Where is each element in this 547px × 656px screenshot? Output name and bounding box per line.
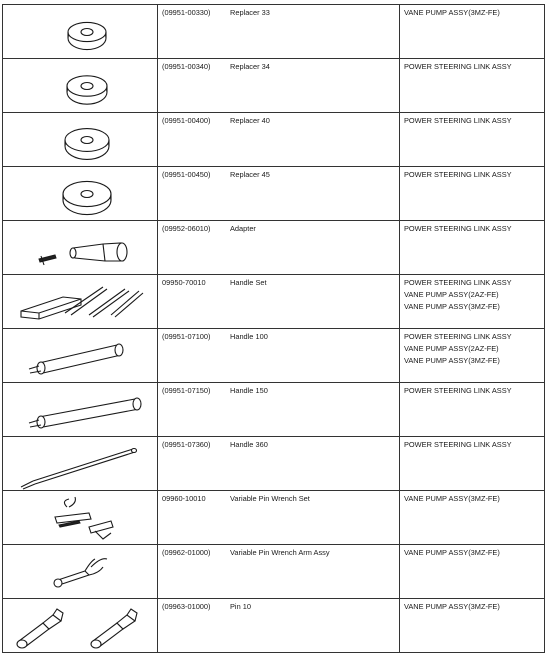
table-row: [3, 113, 545, 167]
part-number: (09962-01000): [162, 548, 211, 557]
handle-icon: [3, 383, 158, 436]
tool-info-cell: [158, 113, 400, 167]
tool-illustration-cell: [3, 275, 158, 329]
tool-name: Handle 150: [230, 386, 268, 395]
usage-cell: [400, 221, 545, 275]
tool-illustration-cell: [3, 329, 158, 383]
tool-illustration-cell: [3, 545, 158, 599]
tool-illustration-cell: [3, 383, 158, 437]
usage-item: POWER STEERING LINK ASSY: [404, 170, 512, 179]
table-row: [3, 167, 545, 221]
tool-name: Pin 10: [230, 602, 251, 611]
tool-name: Replacer 34: [230, 62, 270, 71]
pin-wrench-arm-icon: [3, 545, 158, 598]
tool-info-cell: [158, 599, 400, 653]
part-number: (09951-07150): [162, 386, 211, 395]
part-number: (09951-07360): [162, 440, 211, 449]
tool-info-cell: [158, 167, 400, 221]
tool-info-cell: [158, 491, 400, 545]
part-number: (09951-00340): [162, 62, 211, 71]
usage-cell: [400, 167, 545, 221]
table-row: [3, 383, 545, 437]
tool-name: Adapter: [230, 224, 256, 233]
part-number: (09963-01000): [162, 602, 211, 611]
tool-info-cell: [158, 275, 400, 329]
part-number: 09950-70010: [162, 278, 206, 287]
usage-item: VANE PUMP ASSY(3MZ-FE): [404, 8, 500, 17]
usage-item: VANE PUMP ASSY(2AZ-FE): [404, 344, 499, 353]
usage-item: POWER STEERING LINK ASSY: [404, 62, 512, 71]
part-number: 09960-10010: [162, 494, 206, 503]
long-handle-icon: [3, 437, 158, 490]
tool-name: Variable Pin Wrench Arm Assy: [230, 548, 330, 557]
table-row: [3, 491, 545, 545]
adapter-icon: [3, 221, 158, 274]
pin-icon: [3, 599, 158, 652]
usage-item: VANE PUMP ASSY(2AZ-FE): [404, 290, 499, 299]
tool-name: Replacer 40: [230, 116, 270, 125]
table-row: [3, 329, 545, 383]
tool-illustration-cell: [3, 5, 158, 59]
tool-info-cell: [158, 5, 400, 59]
usage-item: VANE PUMP ASSY(3MZ-FE): [404, 548, 500, 557]
table-row: [3, 437, 545, 491]
tool-name: Handle 100: [230, 332, 268, 341]
usage-cell: [400, 5, 545, 59]
tool-illustration-cell: [3, 437, 158, 491]
part-number: (09951-07100): [162, 332, 211, 341]
usage-cell: [400, 491, 545, 545]
part-number: (09951-00450): [162, 170, 211, 179]
usage-item: POWER STEERING LINK ASSY: [404, 116, 512, 125]
tool-illustration-cell: [3, 167, 158, 221]
usage-item: VANE PUMP ASSY(3MZ-FE): [404, 302, 500, 311]
usage-item: POWER STEERING LINK ASSY: [404, 278, 512, 287]
tool-name: Replacer 45: [230, 170, 270, 179]
usage-cell: [400, 275, 545, 329]
tool-illustration-cell: [3, 113, 158, 167]
usage-item: POWER STEERING LINK ASSY: [404, 440, 512, 449]
table-row: [3, 545, 545, 599]
usage-cell: [400, 113, 545, 167]
tool-info-cell: [158, 59, 400, 113]
table-row: [3, 59, 545, 113]
tool-table-body: [3, 5, 545, 653]
part-number: (09951-00400): [162, 116, 211, 125]
table-row: [3, 5, 545, 59]
usage-item: VANE PUMP ASSY(3MZ-FE): [404, 494, 500, 503]
tool-info-cell: [158, 329, 400, 383]
table-row: [3, 275, 545, 329]
usage-cell: [400, 437, 545, 491]
usage-item: POWER STEERING LINK ASSY: [404, 386, 512, 395]
part-number: (09951-00330): [162, 8, 211, 17]
replacer-ring-icon: [3, 167, 158, 220]
special-tool-table: [2, 4, 545, 653]
part-number: (09952-06010): [162, 224, 211, 233]
tool-name: Variable Pin Wrench Set: [230, 494, 310, 503]
handle-set-icon: [3, 275, 158, 328]
replacer-ring-icon: [3, 59, 158, 112]
usage-cell: [400, 59, 545, 113]
tool-info-cell: [158, 545, 400, 599]
usage-cell: [400, 599, 545, 653]
table-row: [3, 599, 545, 653]
tool-illustration-cell: [3, 599, 158, 653]
usage-item: VANE PUMP ASSY(3MZ-FE): [404, 356, 500, 365]
tool-info-cell: [158, 221, 400, 275]
tool-name: Replacer 33: [230, 8, 270, 17]
usage-item: VANE PUMP ASSY(3MZ-FE): [404, 602, 500, 611]
tool-info-cell: [158, 383, 400, 437]
usage-cell: [400, 545, 545, 599]
usage-cell: [400, 383, 545, 437]
replacer-ring-icon: [3, 113, 158, 166]
tool-illustration-cell: [3, 221, 158, 275]
table-row: [3, 221, 545, 275]
tool-illustration-cell: [3, 59, 158, 113]
pin-wrench-set-icon: [3, 491, 158, 544]
tool-illustration-cell: [3, 491, 158, 545]
tool-name: Handle Set: [230, 278, 267, 287]
handle-icon: [3, 329, 158, 382]
usage-item: POWER STEERING LINK ASSY: [404, 332, 512, 341]
usage-item: POWER STEERING LINK ASSY: [404, 224, 512, 233]
tool-name: Handle 360: [230, 440, 268, 449]
tool-info-cell: [158, 437, 400, 491]
replacer-ring-icon: [3, 5, 158, 58]
usage-cell: [400, 329, 545, 383]
